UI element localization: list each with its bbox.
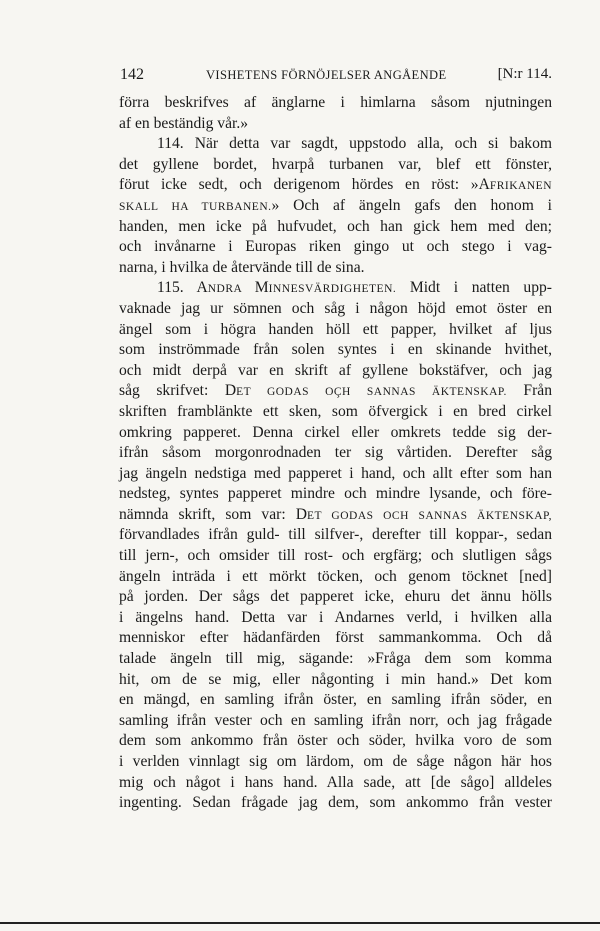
text-line — [119, 505, 552, 526]
text-line — [119, 93, 552, 114]
section-reference: [N:r 114. — [497, 66, 552, 82]
text-line — [119, 155, 552, 176]
text-line — [119, 340, 552, 361]
text-run: ifrån såsom morgonrodnaden ter sig vårtiden. Derefter såg — [119, 444, 552, 462]
text-run: mig och något i hans hand. Alla sade, att [de sågo] alldeles — [119, 773, 552, 791]
text-line — [119, 299, 552, 320]
text-run: talade ängeln till mig, sägande: »Fråga dem som komma — [119, 650, 552, 668]
text-run: Från — [506, 382, 552, 400]
text-line — [119, 711, 552, 732]
text-run: samling ifrån vester och en samling ifrån norr, och jag frågade — [119, 711, 552, 729]
text-run: på jorden. Der sågs det papperet icke, ehuru det ännu hölls — [119, 588, 552, 606]
text-run: förut icke sedt, och derigenom hördes en röst: »A — [119, 176, 490, 194]
text-line — [119, 402, 552, 423]
text-line — [119, 670, 552, 691]
text-run: förra beskrifves af änglarne i himlarna såsom njutningen — [119, 94, 552, 111]
text-run: hit, om de se mig, eller någonting i min hand.» Det kom — [119, 670, 552, 688]
text-line — [119, 525, 552, 546]
page-header — [120, 66, 552, 86]
running-title: VISHETENS FÖRNÖJELSER ANGÅENDE — [206, 68, 447, 82]
text-run: handen, men icke på hufvudet, och han gick hem med den; — [119, 217, 552, 235]
text-run: jag ängeln nedstiga med papperet i hand, och allt efter som han — [119, 464, 552, 482]
small-caps-text: INNESVÄRDIGHETEN. — [268, 283, 397, 296]
text-run: af en beständig vår.» — [119, 114, 249, 132]
small-caps-text: ET GODAS OCH SANNAS ÄKTENSKAP, — [307, 509, 552, 522]
text-run: förvandlades ifrån guld- till silfver-, derefter till koppar-, sedan — [119, 526, 552, 544]
text-line — [119, 608, 552, 629]
text-line — [119, 381, 552, 402]
small-caps-text: NDRA — [207, 283, 255, 296]
small-caps-text: SKALL HA TURBANEN. — [119, 200, 272, 213]
text-run: skriften framblänkte ett sken, som öfvergick i en bred cirkel — [119, 402, 552, 420]
text-run: 115. A — [157, 279, 208, 297]
text-line — [119, 114, 552, 135]
text-run: i verlden vinnlagt sig om lärdom, om de såge någon här hos — [119, 753, 552, 770]
text-run: det gyllene bordet, hvarpå turbanen var, blef ett fönster, — [119, 155, 552, 173]
text-line — [119, 690, 552, 711]
text-line — [119, 587, 552, 608]
text-line — [119, 464, 552, 485]
text-line — [119, 196, 552, 217]
text-run: ingenting. Sedan frågade jag dem, som ankommo från vester — [119, 794, 552, 812]
text-line — [119, 443, 552, 464]
text-line — [119, 628, 552, 649]
text-line — [119, 773, 552, 794]
text-run: och invånarne i Europas riken gingo ut och stego i vag- — [119, 238, 552, 256]
text-run: » Och af ängeln gafs den honom i — [271, 196, 552, 214]
text-line — [119, 175, 552, 196]
small-caps-text: FRIKANEN — [489, 180, 552, 193]
text-line — [119, 793, 552, 814]
text-line — [119, 134, 552, 155]
text-line — [119, 237, 552, 258]
text-line — [119, 731, 552, 752]
text-run: ängeln inträda i ett mörkt töcken, och genom töcknet [ned] — [119, 567, 552, 585]
text-run: Midt i natten upp- — [396, 279, 552, 297]
text-line — [119, 258, 552, 279]
text-run: som inströmmade från solen syntes i en skinande hvithet, — [119, 341, 552, 359]
text-run: 114. När detta var sagdt, uppstodo alla, och si bakom — [157, 135, 552, 153]
text-run: i ängelns hand. Detta var i Andarnes verld, i hvilken alla — [119, 608, 552, 626]
page-number: 142 — [120, 66, 144, 83]
text-run: till jern-, och omsider till rost- och ergfärg; och slutligen sågs — [119, 547, 552, 565]
text-line — [119, 217, 552, 238]
text-run: dem som ankommo från öster och söder, hvilka voro de som — [119, 732, 552, 750]
text-run: nämnda skrift, som var: D — [119, 505, 308, 523]
text-line — [119, 567, 552, 588]
text-run: M — [254, 279, 269, 297]
text-run: omkring papperet. Denna cirkel eller omkrets tedde sig der- — [119, 423, 552, 441]
text-line — [119, 278, 552, 299]
text-line — [119, 361, 552, 382]
text-run: menniskor efter hädanfärden först sammankomma. Och då — [119, 629, 552, 647]
bottom-border — [0, 922, 600, 924]
text-line — [119, 484, 552, 505]
text-run: och midt derpå var en skrift af gyllene bokstäfver, och jag — [119, 361, 552, 379]
text-run: ängel som i högra handen höll ett papper, hvilket af ljus — [119, 320, 552, 338]
text-line — [119, 752, 552, 773]
text-run: en mängd, en samling ifrån öster, en samling ifrån söder, en — [119, 691, 552, 709]
text-line — [119, 546, 552, 567]
text-run: vaknade jag ur sömnen och såg i någon höjd emot öster en — [119, 299, 552, 317]
text-line — [119, 649, 552, 670]
text-run: nedsteg, syntes papperet mindre och mindre lysande, och före- — [119, 485, 552, 503]
text-run: såg skrifvet: D — [119, 382, 237, 400]
small-caps-text: ET GODAS OÇH SANNAS ÄKTENSKAP. — [236, 386, 507, 399]
text-line — [119, 320, 552, 341]
text-run: narna, i hvilka de återvände till de sina. — [119, 258, 365, 276]
text-line — [119, 423, 552, 444]
body-text — [119, 93, 552, 814]
